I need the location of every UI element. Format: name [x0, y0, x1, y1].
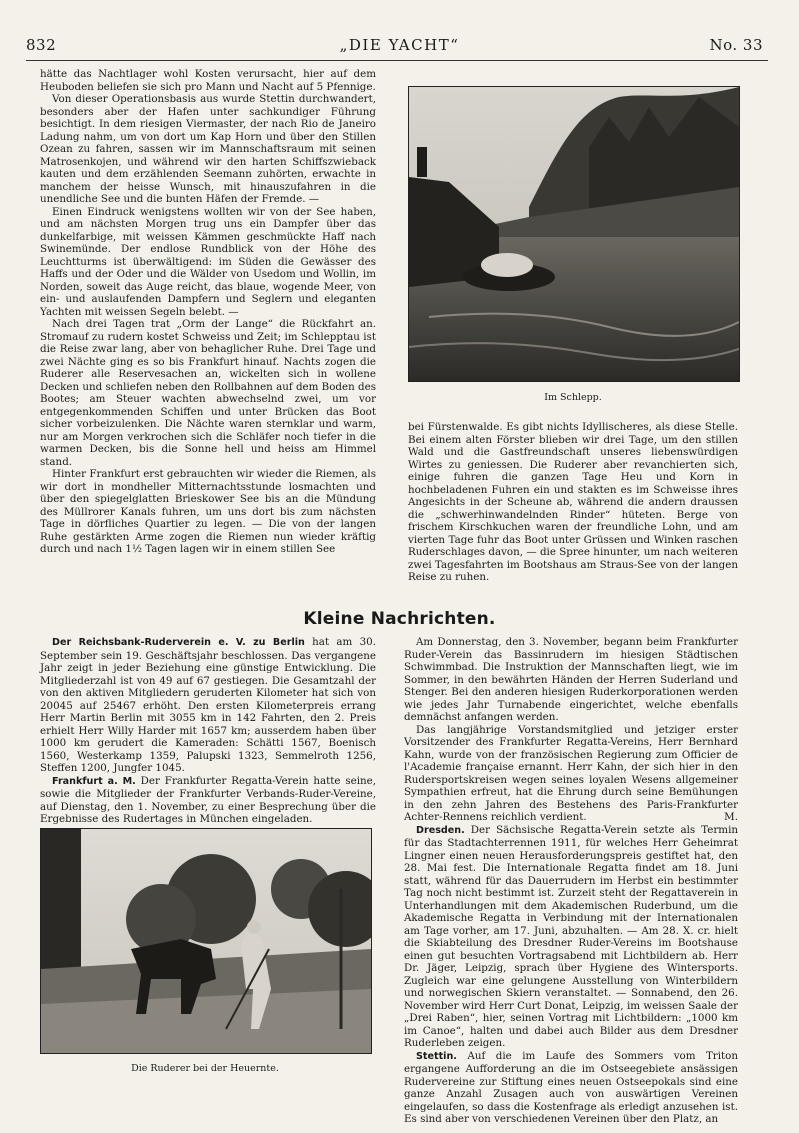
- photo-boat-in-tow: [408, 86, 740, 382]
- photo-rowers-haying-image: [41, 829, 371, 1053]
- photo-caption: Im Schlepp.: [544, 392, 602, 403]
- paragraph: Einen Eindruck wenigstens wollten wir von der See haben, und am nächsten Morgen trug uns ein Dampfer über das dunkelfarbige, mit weissen Kämmen geschmückte Haff nach Swinemünde. Der endlose Rundblick von der Höhe des Leuchtturms ist überwältigend: im Süden die Gewässer des Haffs und der Oder und die Wälder von Usedom und Wollin, im Norden, soweit das Auge reicht, das blaue, wogende Meer, von ein- und auslaufenden Dampfern und Seglern und eleganten Yachten mit weissen Segeln belebt. —: [40, 205, 376, 318]
- news-item-text: hat am 30. September sein 19. Geschäftsjahr beschlossen. Das vergangene Jahr zeigt in jeder Beziehung eine günstige Entwicklung. Die Mitgliederzahl ist von 49 auf 67 gestiegen. Die Gesamtzahl der von den aktiven Mitgliedern geruderten Kilometer hat sich von 20045 auf 25467 erhöht. Den ersten Kilometerpreis errang Herr Martin Berlin mit 3055 km in 142 Fahrten, den 2. Preis erhielt Herr Willy Harder mit 1657 km; ausserdem haben über 1000 km gerudert die Kameraden: Schätti 1567, Boenisch 1560, Westerkamp 1359, Palupski 1323, Semmelroth 1256, Steffen 1200, Jungfer 1045.: [40, 636, 376, 774]
- paragraph: [404, 724, 738, 824]
- news-item-lead: Dresden.: [416, 824, 465, 836]
- article-right-column: [408, 421, 738, 584]
- author-signature: M.: [724, 811, 738, 823]
- news-item: [40, 636, 376, 775]
- issue-number: No. 33: [709, 36, 763, 54]
- section-title: Kleine Nachrichten.: [303, 609, 496, 629]
- news-right-column: [404, 636, 738, 1126]
- journal-title: „DIE YACHT“: [339, 36, 460, 54]
- paragraph: Hinter Frankfurt erst gebrauchten wir wieder die Riemen, als wir dort in mondheller Mitternachtsstunde losmachten und über den spiegelglatten Brieskower See bis an die Mündung des Müllrorer Kanals fuhren, um uns dort bis zum nächsten Tage in dörfliches Quartier zu legen. — Die von der langen Ruhe gestärkten Arme zogen die Riemen nun wieder kräftig durch und nach 1½ Tagen lagen wir in einem stillen See: [40, 468, 376, 555]
- news-item-lead: Frankfurt a. M.: [52, 775, 136, 787]
- news-item: [404, 1050, 738, 1126]
- news-item: [404, 824, 738, 1050]
- page-number: 832: [26, 36, 57, 54]
- paragraph: bei Fürstenwalde. Es gibt nichts Idyllischeres, als diese Stelle. Bei einem alten Förster blieben wir drei Tage, um den stillen Wald und die Gastfreundschaft unseres liebenswürdigen Wirtes zu geniessen. Die Ruderer aber revanchierten sich, einige fuhren die ganzen Tage Heu und Korn in hochbeladenen Fuhren ein und stakten es im Schweisse ihres Angesichts in der Scheune ab, während die andern draussen die „schwerhinwandelnden Rinder“ hüteten. Berge von frischem Kirschkuchen waren der freundliche Lohn, und am vierten Tage fuhr das Boot unter Grüssen und Winken raschen Ruderschlages davon, — die Spree hinunter, um nach weiteren zwei Tagesfahrten im Bootshaus am Straus-See von der langen Reise zu ruhen.: [408, 421, 738, 583]
- news-item-lead: Stettin.: [416, 1050, 457, 1062]
- news-item-text: Der Frankfurter Regatta-Verein hatte seine, sowie die Mitglieder der Frankfurter Verbands-Ruder-Vereine, auf Dienstag, den 1. November, zu einer Besprechung über die Ergebnisse des Rudertages in München eingeladen.: [40, 774, 376, 825]
- photo-boat-in-tow-image: [409, 87, 739, 381]
- news-item-lead: Der Reichsbank-Ruderverein e. V. zu Berlin: [52, 637, 305, 648]
- article-left-column: [40, 68, 376, 556]
- paragraph: Nach drei Tagen trat „Orm der Lange“ die Rückfahrt an. Stromauf zu rudern kostet Schweiss und Zeit; im Schlepptau ist die Reise zwar lang, aber von behaglicher Ruhe. Drei Tage und zwei Nächte ging es so bis Frankfurt hinauf. Nachts zogen die Ruderer alle Reservesachen an, wickelten sich in wollene Decken und schliefen neben den Rollbahnen auf dem Boden des Bootes; am Steuer wachten abwechselnd zwei, um vor entgegenkommenden Schiffen und unter Brücken das Boot sicher vorbeizulenken. Die Nächte waren sternklar und warm, nur am Morgen verkrochen sich die Schläfer noch tiefer in die warmen Decken, bis die Sonne hell und heiss am Himmel stand.: [40, 318, 376, 468]
- header-rule: [26, 60, 768, 61]
- paragraph: hätte das Nachtlager wohl Kosten verursacht, hier auf dem Heuboden beliefen sie sich pro Mann und Nacht auf 5 Pfennige.: [40, 68, 376, 93]
- photo-caption: Die Ruderer bei der Heuernte.: [131, 1063, 279, 1074]
- paragraph: Am Donnerstag, den 3. November, begann beim Frankfurter Ruder-Verein das Bassinrudern im hiesigen Städtischen Schwimmbad. Die Instruktion der Mannschaften liegt, wie im Sommer, in den bewährten Händen der Herren Suderland und Stenger. Bei den anderen hiesigen Ruderkorporationen werden wie jedes Jahr Turnabende eingerichtet, welche ebenfalls demnächst anfangen werden.: [404, 636, 738, 723]
- news-item: [40, 775, 376, 826]
- news-left-column: [40, 636, 376, 826]
- paragraph-text: Das langjährige Vorstandsmitglied und jetziger erster Vorsitzender des Frankfurter Regatta-Vereins, Herr Bernhard Kahn, wurde von der französischen Regierung zum Officier de l'Academie française ernannt. Herr Kahn, der sich hier in den Rudersportskreisen wegen seines loyalen Wesens allgemeiner Sympathien erfreut, hat die Ehrung durch seine Bemühungen in den zehn Jahren des Bestehens des Paris-Frankfurter Achter-Rennens reichlich verdient.: [404, 723, 738, 823]
- paragraph: Von dieser Operationsbasis aus wurde Stettin durchwandert, besonders aber der Hafen unter sachkundiger Führung besichtigt. In dem riesigen Viermaster, der nach Rio de Janeiro Ladung nahm, um von dort um Kap Horn und über den Stillen Ozean zu fahren, sassen wir im Mannschaftsraum mit seinen Matrosenkojen, und während wir den harten Schiffszwieback kauten und dem erzählenden Seemann zuhörten, erwachte in manchem der heisse Wunsch, mit hinauszufahren in die unendliche See und die bunten Häfen der Fremde. —: [40, 93, 376, 205]
- news-item-text: Auf die im Laufe des Sommers vom Triton ergangene Aufforderung an die im Ostseegebiete ansässigen Rudervereine zur Stiftung eines neuen Ostseepokals sind eine ganze Anzahl Zusagen auch von auswärtigen Vereinen eingelaufen, so dass die Kostenfrage als erledigt anzusehen ist. Es sind aber von verschiedenen Vereinen über den Platz, an: [404, 1049, 738, 1125]
- news-item-text: Der Sächsische Regatta-Verein setzte als Termin für das Stadtachterrennen 1911, für welches Herr Geheimrat Lingner einen neuen Herausforderungspreis gestiftet hat, den 28. Mai fest. Die Internationale Regatta findet am 18. Juni statt, während für das Dauerrudern im Herbst ein bestimmter Tag noch nicht bestimmt ist. Zurzeit steht der Regattaverein in Unterhandlungen mit dem Akademischen Ruderbund, um die Akademische Regatta in Verbindung mit der Internationalen am Tage vorher, am 17. Juni, abzuhalten. — Am 28. X. cr. hielt die Skiabteilung des Dresdner Ruder-Vereins im Bootshause einen gut besuchten Vortragsabend mit Lichtbildern ab. Herr Dr. Jäger, Leipzig, sprach über Hygiene des Wintersports. Zugleich war eine gelungene Ausstellung von Winterbildern und norwegischen Skiern veranstaltet. — Sonnabend, den 26. November wird Herr Curt Donat, Leipzig, im weissen Saale der „Drei Raben“, hier, seinen Vortrag mit Lichtbildern: „1000 km im Canoe“, halten und dabei auch Bilder aus dem Dresdner Ruderleben zeigen.: [404, 823, 738, 1049]
- photo-rowers-haying: [40, 828, 372, 1054]
